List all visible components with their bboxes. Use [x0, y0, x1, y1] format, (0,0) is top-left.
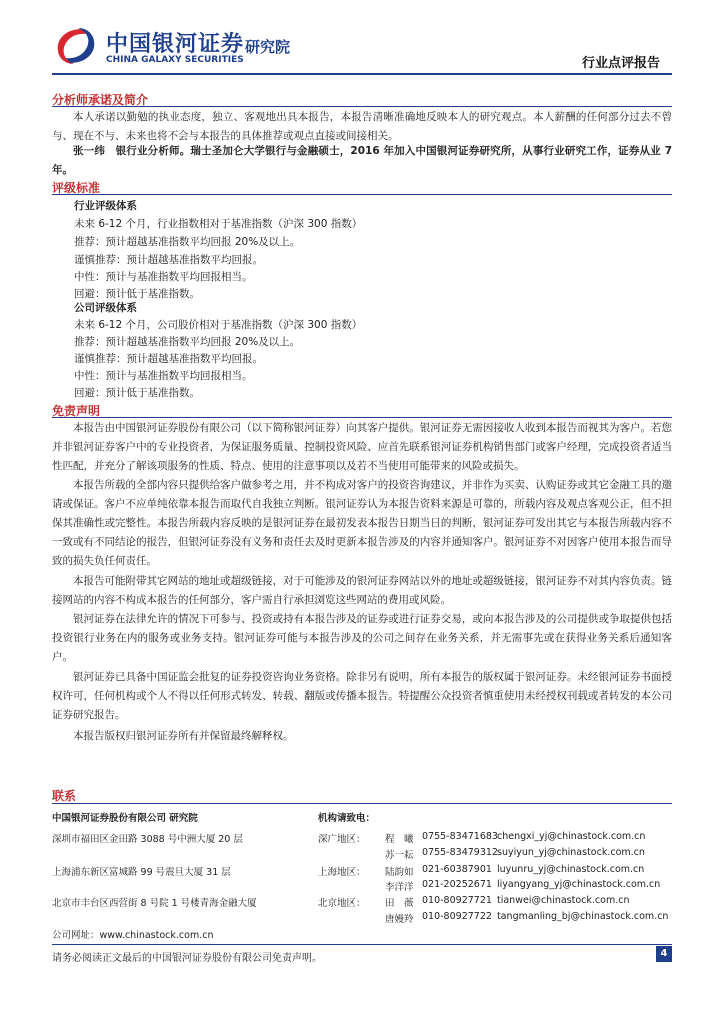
contact-email[interactable]: suyiyun_yj@chinastock.com.cn [497, 847, 645, 858]
company-rating-line: 回避：预计低于基准指数。 [74, 387, 200, 399]
company-rating-line: 中性：预计与基准指数平均回报相当。 [74, 370, 253, 382]
contact-email[interactable]: chengxi_yj@chinastock.com.cn [497, 831, 646, 842]
galaxy-logo-icon [52, 25, 100, 67]
region-label: 深广地区： [318, 834, 366, 845]
contact-phone: 010-80927721 [422, 895, 492, 906]
contact-phone: 010-80927722 [422, 911, 492, 922]
industry-rating-line: 谨慎推荐：预计超越基准指数平均回报。 [74, 254, 263, 266]
office-address: 上海浦东新区富城路 99 号震旦大厦 31 层 [52, 867, 231, 878]
company-website[interactable]: 公司网址：www.chinastock.com.cn [52, 930, 214, 941]
page-number: 4 [656, 946, 672, 962]
analyst-bio: 张一纬 银行业分析师。瑞士圣加仑大学银行与金融硕士，2016 年加入中国银河证券研究所，从事行业研究工作，证券从业 7 年。 [52, 145, 672, 176]
contact-name: 田 薇 [385, 898, 414, 909]
sales-title: 机构请致电： [318, 813, 376, 824]
region-label: 上海地区： [318, 867, 366, 878]
footer-divider [52, 944, 672, 945]
office-address: 北京市丰台区西营街 8 号院 1 号楼青海金融大厦 [52, 898, 257, 909]
contact-email[interactable]: tangmanling_bj@chinastock.com.cn [497, 911, 669, 922]
report-type: 行业点评报告 [581, 56, 660, 71]
industry-rating-line: 中性：预计与基准指数平均回报相当。 [74, 271, 253, 283]
contact-divider [52, 803, 672, 804]
analyst-commitment: 本人承诺以勤勉的执业态度，独立、客观地出具本报告，本报告清晰准确地反映本人的研究观点。本人薪酬的任何部分过去不曾与、现在不与、未来也将不会与本报告的具体推荐或观点直接或间接相关。 [52, 111, 672, 142]
rating-heading: 评级标准 [52, 181, 101, 195]
analyst-heading: 分析师承诺及简介 [52, 93, 149, 107]
disclaimer-paragraph: 本报告由中国银河证券股份有限公司（以下简称银河证券）向其客户提供。银河证券无需因接收人收到本报告而视其为客户。若您并非银河证券客户中的专业投资者，为保证服务质量、控制投资风险、应首先联系银河证券机构销售部门或客户经理，完成投资者适当性匹配，并充分了解该项服务的性质、特点、使用的注意事项以及若不当使用可能带来的风险或损失。 [52, 422, 672, 472]
region-label: 北京地区： [318, 898, 366, 909]
contact-phone: 021-60387901 [422, 864, 492, 875]
brand-name-en: CHINA GALAXY SECURITIES [106, 55, 244, 65]
industry-rating-line: 未来 6-12 个月，行业指数相对于基准指数（沪深 300 指数） [74, 218, 363, 230]
contact-phone: 0755-83479312 [422, 847, 498, 858]
header-divider [52, 73, 672, 75]
brand-name-cn: 中国银河证券 [106, 32, 245, 57]
rating-divider [52, 194, 672, 195]
disclaimer-paragraph: 银河证券在法律允许的情况下可参与、投资或持有本报告涉及的证券或进行证券交易，或向本报告涉及的公司提供或争取提供包括投资银行业务在内的服务或业务支持。银河证券可能与本报告涉及的公司之间存在业务关系，并无需事先或在获得业务关系后通知客户。 [52, 613, 672, 663]
industry-rating-title: 行业评级体系 [74, 200, 137, 212]
contact-name: 苏一耘 [385, 850, 414, 861]
analyst-divider [52, 106, 672, 107]
contact-heading: 联系 [52, 789, 77, 803]
disclaimer-paragraph: 本报告所载的全部内容只提供给客户做参考之用，并不构成对客户的投资咨询建议，并非作为买卖、认购证券或其它金融工具的邀请或保证。客户不应单纯依靠本报告而取代自我独立判断。银河证券认为本报告资料来源是可靠的，所载内容及观点客观公正，但不担保其准确性或完整性。本报告所载内容反映的是银河证券在最初发表本报告日期当日的判断，银河证券可发出其它与本报告所载内容不一致或有不同结论的报告，但银河证券没有义务和责任去及时更新本报告涉及的内容并通知客户。银河证券不对因客户使用本报告而导致的损失负任何责任。 [52, 479, 672, 567]
contact-phone: 0755-83471683 [422, 831, 498, 842]
contact-email[interactable]: tianwei@chinastock.com.cn [497, 895, 630, 906]
company-rating-line: 谨慎推荐：预计超越基准指数平均回报。 [74, 353, 263, 365]
contact-email[interactable]: luyunru_yj@chinastock.com.cn [497, 864, 645, 875]
office-address: 深圳市福田区金田路 3088 号中洲大厦 20 层 [52, 834, 243, 845]
disclaimer-paragraph: 本报告版权归银河证券所有并保留最终解释权。 [73, 730, 294, 742]
contact-name: 陆韵如 [385, 867, 414, 878]
disclaimer-divider [52, 417, 672, 418]
contact-name: 程 曦 [385, 834, 414, 845]
disclaimer-heading: 免责声明 [52, 404, 101, 418]
company-rating-line: 推荐：预计超越基准指数平均回报 20%及以上。 [74, 336, 301, 348]
contact-phone: 021-20252671 [422, 879, 492, 890]
company-rating-title: 公司评级体系 [74, 302, 137, 314]
company-rating-line: 未来 6-12 个月，公司股价相对于基准指数（沪深 300 指数） [74, 319, 363, 331]
industry-rating-line: 推荐：预计超越基准指数平均回报 20%及以上。 [74, 236, 301, 248]
disclaimer-paragraph: 银河证券已具备中国证监会批复的证券投资咨询业务资格。除非另有说明，所有本报告的版权属于银河证券。未经银河证券书面授权许可，任何机构或个人不得以任何形式转发、转载、翻版或传播本报告。特提醒公众投资者慎重使用未经授权刊载或者转发的本公司证券研究报告。 [52, 671, 672, 721]
disclaimer-paragraph: 本报告可能附带其它网站的地址或超级链接，对于可能涉及的银河证券网站以外的地址或超级链接，银河证券不对其内容负责。链接网站的内容不构成本报告的任何部分，客户需自行承担浏览这些网站的费用或风险。 [52, 575, 672, 606]
institute-label: 研究院 [245, 38, 291, 56]
contact-name: 李洋洋 [385, 882, 414, 893]
company-name: 中国银河证券股份有限公司 研究院 [52, 813, 198, 824]
contact-email[interactable]: liyangyang_yj@chinastock.com.cn [497, 879, 661, 890]
footer-disclaimer-note: 请务必阅读正文最后的中国银河证券股份有限公司免责声明。 [52, 953, 322, 964]
industry-rating-line: 回避：预计低于基准指数。 [74, 288, 200, 300]
contact-name: 唐嫚羚 [385, 914, 414, 925]
